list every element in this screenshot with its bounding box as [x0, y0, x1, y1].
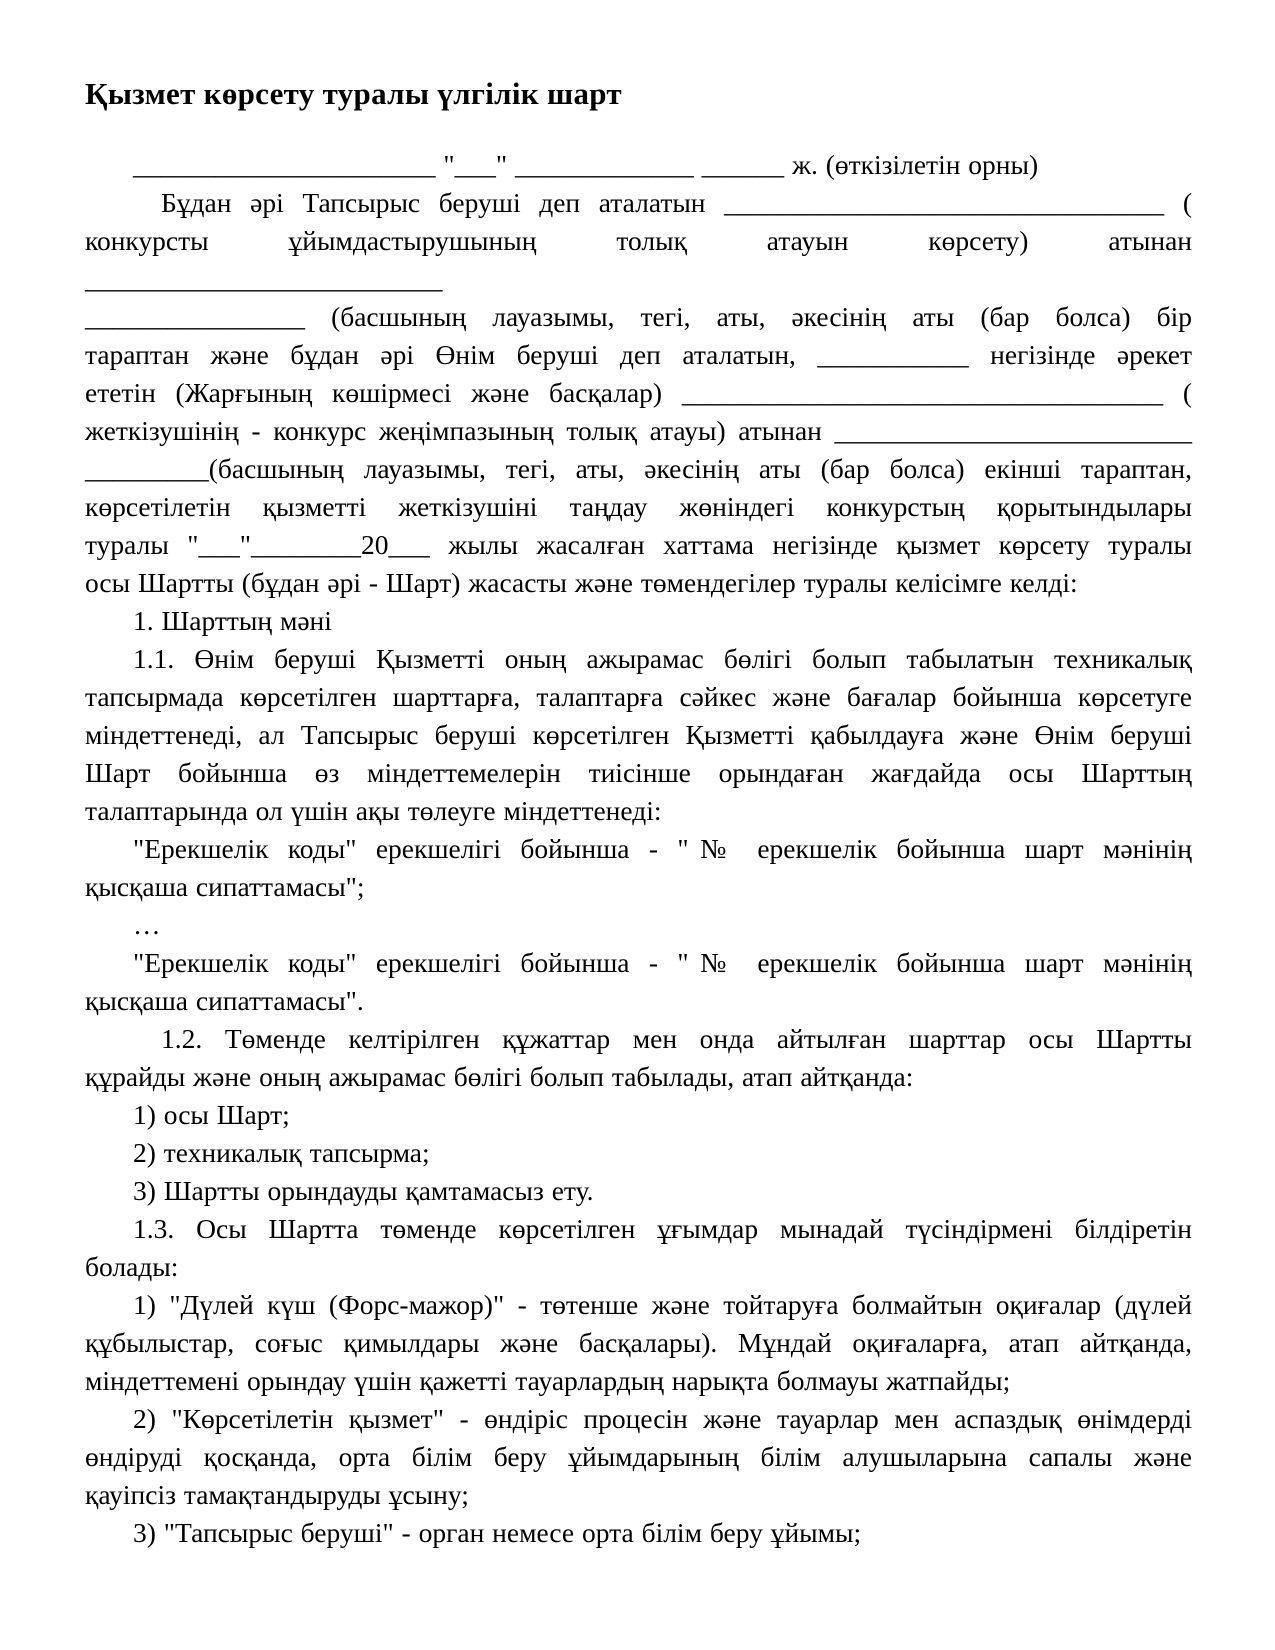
document-line: талаптарында ол үшін ақы төлеуге міндеттенеді:	[85, 795, 662, 826]
document-line: 1) "Дүлей күш (Форс-мажор)" - төтенше және тойтаруға болмайтын оқиғалар (дүлей	[133, 1289, 1192, 1320]
document-line: 1. Шарттың мәні	[133, 605, 332, 636]
document-line: осы Шартты (бұдан әрі - Шарт) жасасты және төмендегілер туралы келісімге келді:	[85, 567, 1078, 598]
document-line: міндеттенеді, ал Тапсырыс беруші көрсетілген Қызметті қабылдауға және Өнім беруші	[85, 719, 1192, 750]
document-line: жеткізушінің - конкурс жеңімпазының толық атауы) атынан __________________________	[85, 415, 1192, 446]
document-line: ________________ (басшының лауазымы, тегі, аты, әкесінің аты (бар болса) бір	[85, 301, 1192, 332]
document-line: _________(басшының лауазымы, тегі, аты, әкесінің аты (бар болса) екінші тараптан,	[85, 453, 1192, 484]
document-line: конкурсты ұйымдастырушының толық атауын көрсету) атынан __________________________	[85, 225, 1192, 294]
document-line: "Ерекшелік коды" ерекшелігі бойынша - "№ ерекшелік бойынша шарт мәнінің	[133, 947, 1192, 978]
document-line: ______________________ "___" _____________ ______ ж. (өткізілетін орны)	[133, 149, 1039, 180]
document-line: өндіруді қосқанда, орта білім беру ұйымдарының білім алушыларына сапалы және	[85, 1441, 1192, 1472]
document-line: 3) "Тапсырыс беруші" - орган немесе орта білім беру ұйымы;	[133, 1517, 862, 1548]
document-line: тапсырмада көрсетілген шарттарға, талаптарға сәйкес және бағалар бойынша көрсетуге	[85, 681, 1192, 712]
document-line: құрайды және оның ажырамас бөлігі болып табылады, атап айтқанда:	[85, 1061, 914, 1092]
document-title: Қызмет көрсету туралы үлгілік шарт	[85, 76, 622, 111]
document-line: "Ерекшелік коды" ерекшелігі бойынша - "№ ерекшелік бойынша шарт мәнінің	[133, 833, 1192, 864]
document-line: …	[133, 909, 161, 940]
document-line: 1.1. Өнім беруші Қызметті оның ажырамас бөлігі болып табылатын техникалық	[133, 643, 1192, 674]
document-line: міндеттемені орындау үшін қажетті тауарлардың нарықта болмауы жатпайды;	[85, 1365, 1011, 1396]
document-line: 2) техникалық тапсырма;	[133, 1137, 430, 1168]
document-line: 3) Шартты орындауды қамтамасыз ету.	[133, 1175, 594, 1206]
document-line: 2) "Көрсетілетін қызмет" - өндіріс процесін және тауарлар мен аспаздық өнімдерді	[133, 1403, 1192, 1434]
document-line: 1.3. Осы Шартта төменде көрсетілген ұғымдар мынадай түсіндірмені білдіретін	[133, 1213, 1192, 1244]
document-line: Шарт бойынша өз міндеттемелерін тиісінше орындаған жағдайда осы Шарттың	[85, 757, 1192, 788]
document-line: көрсетілетін қызметті жеткізушіні таңдау жөніндегі конкурстың қорытындылары	[85, 491, 1192, 522]
document-body	[85, 146, 1192, 1552]
document-line: туралы "___"________20___ жылы жасалған хаттама негізінде қызмет көрсету туралы	[85, 529, 1192, 560]
document-line: 1.2. Төменде келтірілген құжаттар мен онда айтылған шарттар осы Шартты	[161, 1023, 1192, 1054]
document-line: болады:	[85, 1251, 179, 1282]
document-line: қысқаша сипаттамасы".	[85, 985, 364, 1016]
document-line: қысқаша сипаттамасы";	[85, 871, 365, 902]
document-line: құбылыстар, соғыс қимылдары және басқалары). Мұндай оқиғаларға, атап айтқанда,	[85, 1327, 1192, 1358]
document-line: Бұдан әрі Тапсырыс беруші деп аталатын ________________________________ (	[161, 187, 1192, 218]
document-line: тараптан және бұдан әрі Өнім беруші деп аталатын, ___________ негізінде әрекет	[85, 339, 1192, 370]
document-line: ететін (Жарғының көшірмесі және басқалар) ___________________________________ (	[85, 377, 1192, 408]
document-line: қауіпсіз тамақтандыруды ұсыну;	[85, 1479, 469, 1510]
document-line: 1) осы Шарт;	[133, 1099, 290, 1130]
